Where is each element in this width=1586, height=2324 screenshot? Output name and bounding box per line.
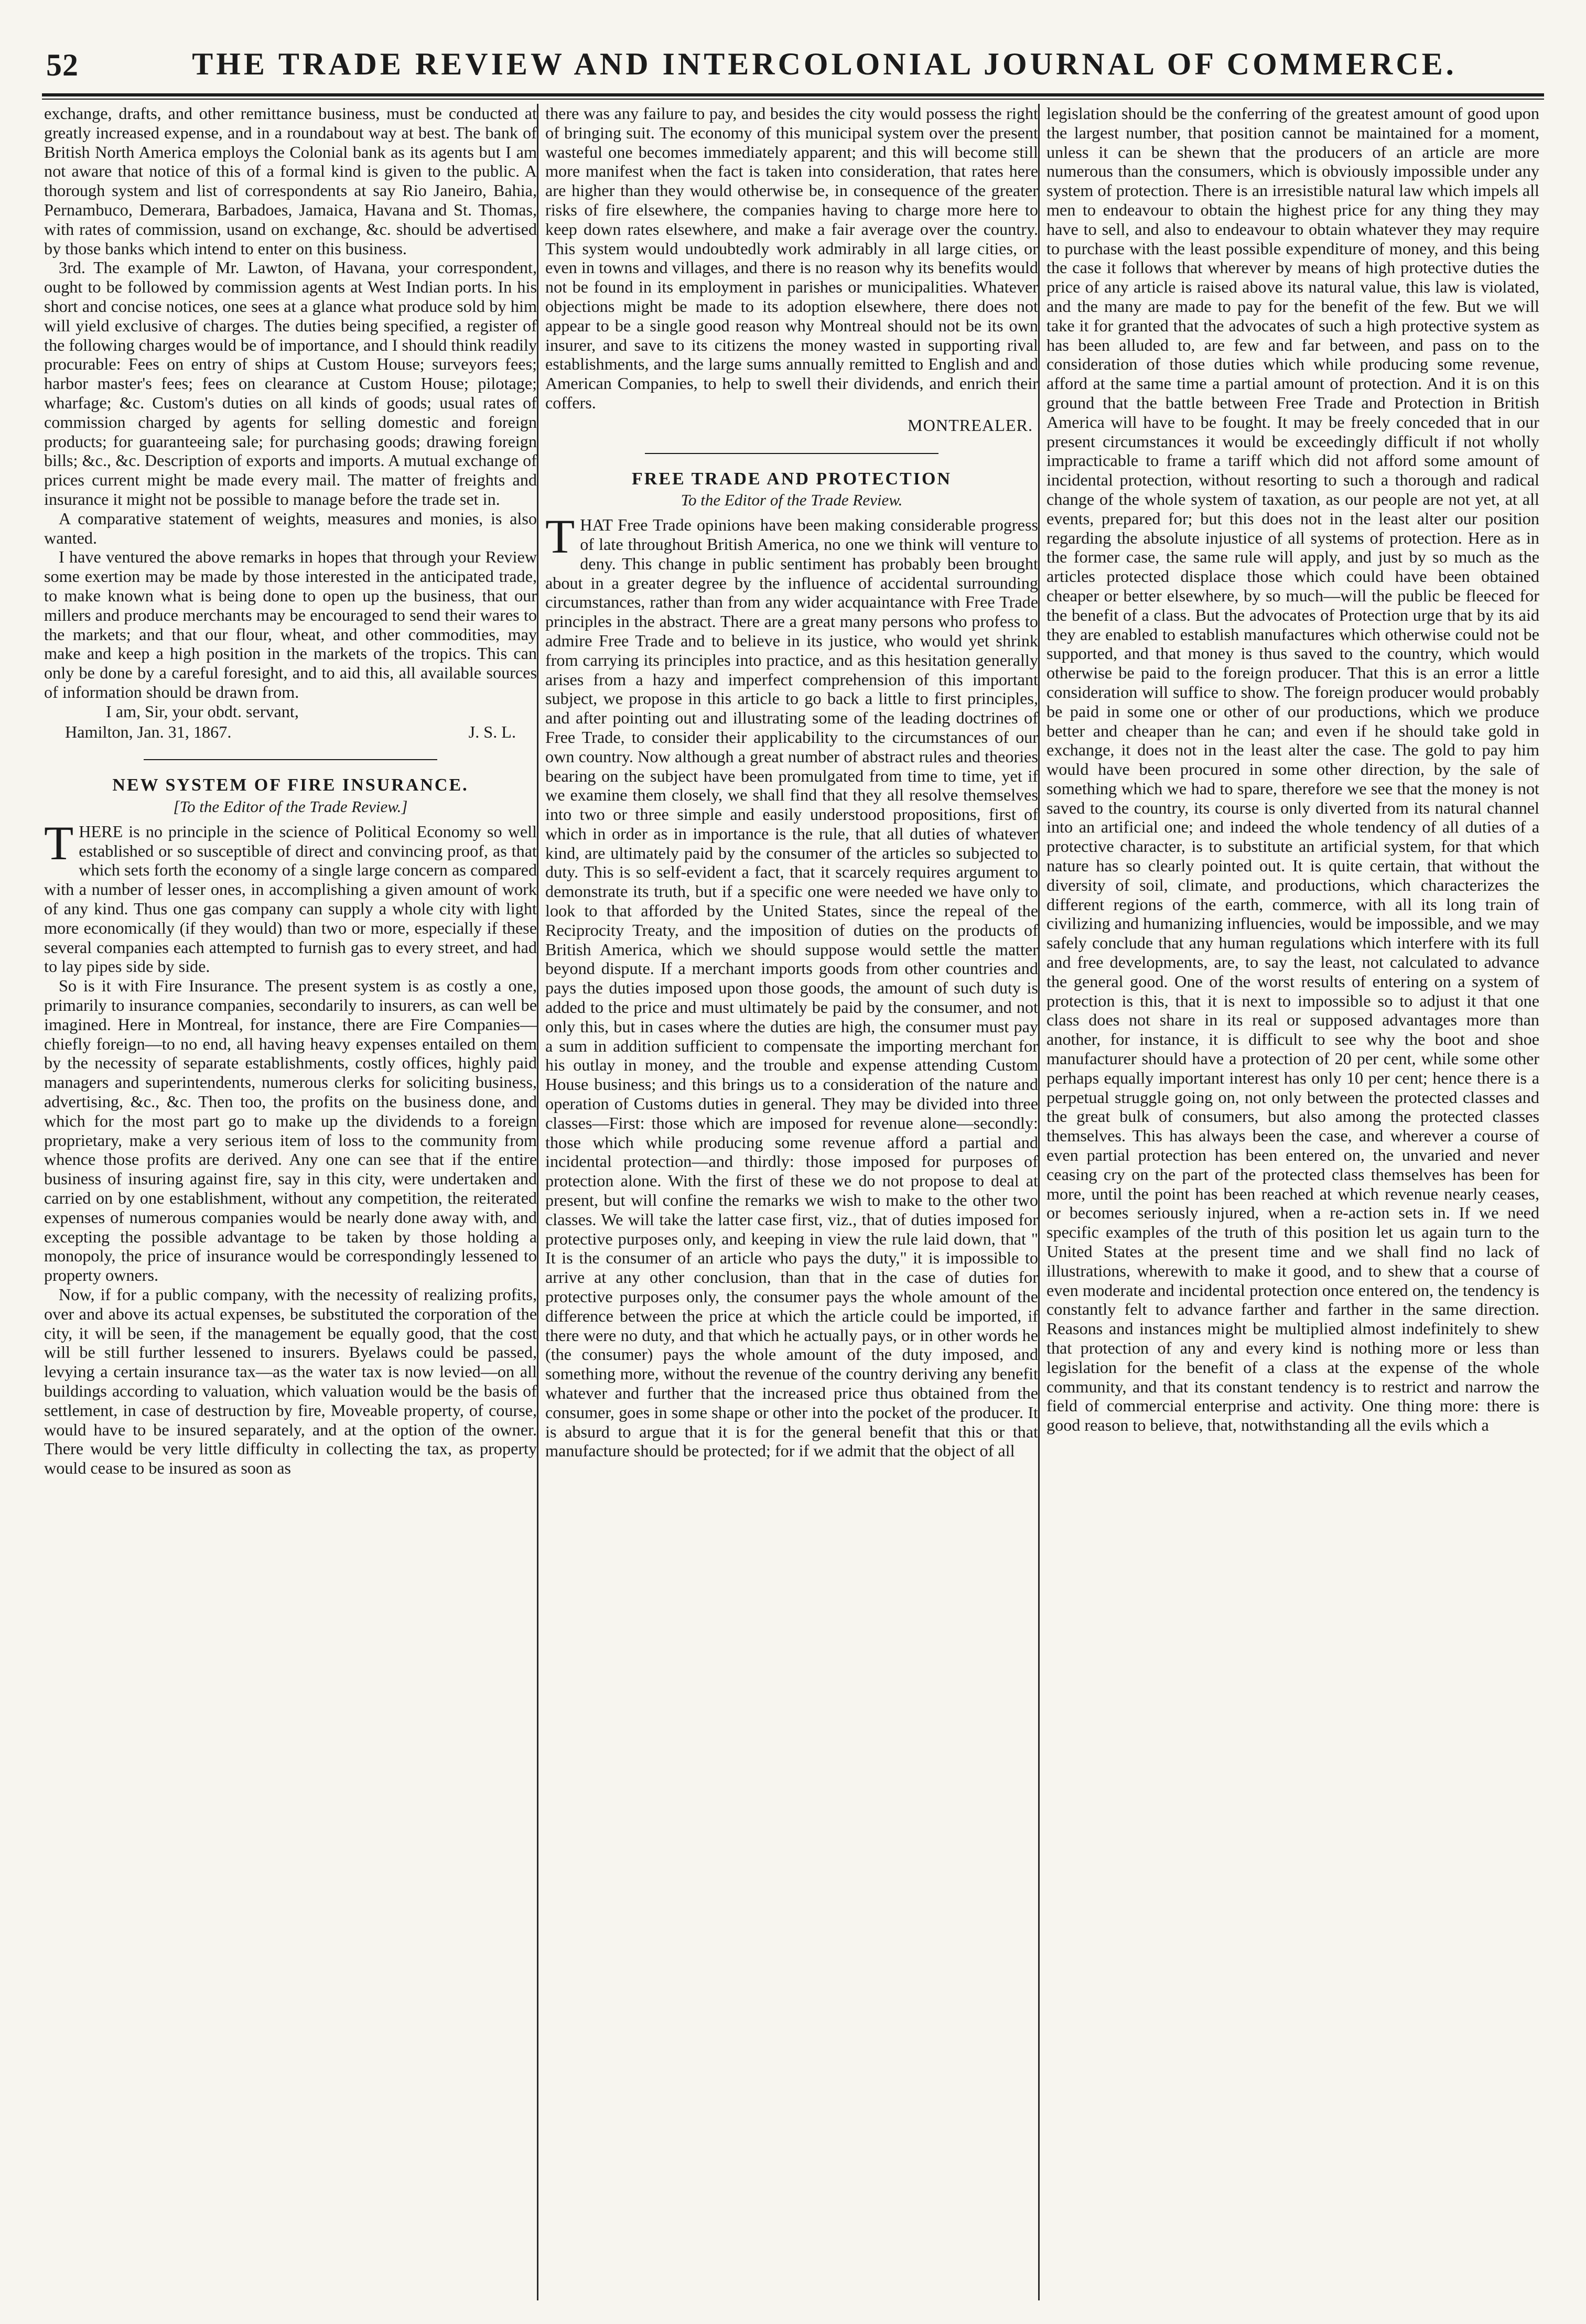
drop-cap: T [545,510,575,564]
column-2 [545,104,1038,2300]
letter-paragraph: A comparative statement of weights, measures and monies, is also wanted. [44,509,537,547]
article-subheading: To the Editor of the Trade Review. [681,491,903,510]
letter-initials: J. S. L. [468,722,516,741]
journal-title: THE TRADE REVIEW AND INTERCOLONIAL JOURNAL OF COMMERCE. [192,47,1457,81]
article-heading: FREE TRADE AND PROTECTION [632,469,952,489]
letter-signoff: I am, Sir, your obdt. servant, [106,701,299,721]
article-paragraph [44,816,537,976]
drop-cap: T [44,816,74,870]
column-divider [1038,104,1040,2300]
letter-dateline [44,722,537,742]
letter-paragraph: exchange, drafts, and other remittance business, must be conducted at greatly increased expense, and in a roundabout way at best. The bank of British North America employs the Colonial bank as its agents but I am not aware that notice of this of a formal kind is given to the public. A thorough system and list of correspondents at say Rio Janeiro, Bahia, Pernambuco, Demerara, Barbadoes, Jamaica, Havana and St. Thomas, with rates of commission, usand on exchange, &c. should be advertised by those banks which intend to enter on this business. [44,104,537,258]
letter-paragraph: I have ventured the above remarks in hopes that through your Review some exertion may be made by those interested in the anticipated trade, to make known what is being done to open up the business, that our millers and produce merchants may be encouraged to send their wares to the markets; and that our flour, wheat, and other commodities, may make and keep a high position in the markets of the tropics. This can only be done by a careful foresight, and to aid this, all available sources of information should be drawn from. [44,547,537,701]
article-signature: MONTREALER. [908,415,1033,435]
header-rule-thin [42,99,1544,100]
page-number: 52 [46,48,79,82]
article-paragraph: there was any failure to pay, and besides the city would possess the right of bringing suit. The economy of this municipal system over the present wasteful one becomes immediately apparent; and this will become still more manifest when the fact is taken into consideration, that rates here are higher than they would otherwise be, in consequence of the greater risks of fire elsewhere, the companies having to charge more here to keep down rates elsewhere, and make a fair average over the country. This system would undoubtedly work admirably in all large cities, or even in towns and villages, and there is no reason why its benefits would not be found in its employment in parishes or municipalities. Whatever objections might be made to its adoption elsewhere, there does not appear to be a single good reason why Montreal should not be its own insurer, and save to its citizens the money wasted in supporting rival establishments, and the large sums annually remitted to English and and American Companies, to help to swell their dividends, and enrich their coffers. [545,104,1038,412]
article-paragraph [545,510,1038,1461]
article-paragraph: Now, if for a public company, with the necessity of realizing profits, over and above its actual expenses, be substituted the corporation of the city, it will be seen, if the management be equally good, that the cost will be still further lessened to insurers. Byelaws could be passed, levying a certain insurance tax—as the water tax is now levied—on all buildings according to valuation, which valuation would be the basis of settlement, in case of destruction by fire, Moveable property, of course, would have to be insured separately, and at the option of the owner. There would be very little difficulty in collecting the tax, as property would cease to be insured as soon as [44,1285,537,1478]
letter-place-date: Hamilton, Jan. 31, 1867. [65,722,232,741]
header-rule [42,93,1544,96]
page-header [42,41,1544,88]
article-separator [144,759,437,760]
article-heading: NEW SYSTEM OF FIRE INSURANCE. [112,775,469,795]
article-paragraph: So is it with Fire Insurance. The present system is as costly a one, primarily to insurance companies, secondarily to insurers, as can well be imagined. Here in Montreal, for instance, there are Fire Companies—chiefly foreign—to no end, all having heavy expenses entailed on them by the necessity of separate establishments, costly offices, highly paid managers and superintendents, numerous clerks for soliciting business, advertising, &c., &c. Then too, the profits on the business done, and which for the most part go to make up the dividends to a foreign proprietary, make a very serious item of loss to the community from whence those profits are derived. Any one can see that if the entire business of insuring against fire, say in this city, were undertaken and carried on by one establishment, without any competition, the reiterated expenses of numerous companies would be nearly done away with, and excepting the possible advantage to be taken by those holding a monopoly, the price of insurance would be correspondingly lessened to property owners. [44,976,537,1285]
article-subheading: [To the Editor of the Trade Review.] [173,797,408,816]
column-divider [537,104,538,2300]
letter-paragraph: 3rd. The example of Mr. Lawton, of Havana, your correspondent, ought to be followed by commission agents at West Indian ports. In his short and concise notices, one sees at a glance what produce sold by him will yield exclusive of charges. The duties being specified, a register of the following charges would be of importance, and I should think readily procurable: Fees on entry of ships at Custom House; surveyors fees; harbor master's fees; fees on clearance at Custom House; pilotage; wharfage; &c. Custom's duties on all kinds of goods; usual rates of commission charged by agents for selling domestic and foreign products; for guaranteeing sale; for purchasing goods; drawing foreign bills; &c., &c. Description of exports and imports. A mutual exchange of prices current might be made every mail. The matter of freights and insurance it might not be possible to manage before the trade set in. [44,258,537,509]
article-paragraph-text: HERE is no principle in the science of Political Economy so well established or so susceptible of direct and convincing proof, as that which sets forth the economy of a single large concern as compared with a number of lesser ones, in accomplishing a given amount of work of any kind. Thus one gas company can supply a whole city with light more economically (if they would) than two or more, especially if these several companies each attempted to furnish gas to every street, and had to lay pipes side by side. [44,821,537,976]
column-1 [44,104,537,2300]
column-3 [1046,104,1539,2300]
article-paragraph: legislation should be the conferring of the greatest amount of good upon the largest number, that position cannot be maintained for a moment, unless it can be shewn that the producers of an article are more numerous than the consumers, which is obviously impossible under any system of protection. There is an irresistible natural law which impels all men to endeavour to obtain the highest price for any thing they may have to sell, and also to endeavour to obtain whatever they may require to purchase with the least possible expenditure of money, and this being the case it follows that wherever by means of high protective duties the price of any article is raised above its natural value, this law is violated, and the many are made to pay for the benefit of the few. But we will take it for granted that the advocates of such a high protective system as has been alluded to, are few and far between, and pass on to the consideration of those duties which while producing some revenue, afford at the same time a partial amount of protection. And it is on this ground that the battle between Free Trade and Protection in British America will have to be fought. It may be freely conceded that in our present circumstances it would be exceedingly difficult if not wholly impracticable to frame a tariff which did not afford some amount of incidental protection, without resorting to such a thorough and radical change of the whole system of taxation, as our people are not yet, at all events, prepared for; but this does not in the least alter our position regarding the absolute injustice of all systems of protection. Here as in the former case, the same rule will apply, and just by so much as the articles protected displace those which could have been obtained cheaper or better elsewhere, by so much—will the public be fleeced for the benefit of a class. But the advocates of Protection urge that by its aid they are enabled to establish manufactures which otherwise could not be supported, and that money is thus saved to the country, which would otherwise be paid to the foreign producer. That this is an error a little consideration will suffice to show. The foreign producer would probably be paid in some one or other of our productions, which we produce better and cheaper than he can; and even if he should take gold in exchange, it does not in the least alter the case. The gold to pay him would have been procured in some other direction, by the sale of something which we had to spare, therefore we see that the money is not saved to the country, its course is only diverted from its natural channel into an artificial one; and indeed the whole tendency of all duties of a protective character, is to substitute an artificial system, for that which nature has so clearly pointed out. It is quite certain, that without the diversity of soil, climate, and productions, which characterizes the different regions of the earth, commerce, with all its long train of civilizing and humanizing influencies, would be impossible, and we may safely conclude that any human regulations which interfere with its full and free developments, are, to say the least, not calculated to advance the general good. One of the worst results of entering on a system of protection is this, that it is next to impossible so to adjust it that one class does not share in its real or supposed advantages more than another, for instance, it is difficult to see why the boot and shoe manufacturer should have a protection of 20 per cent, while some other perhaps equally important interest has only 10 per cent; hence there is a perpetual struggle going on, not only between the protected classes and the great bulk of consumers, but also among the protected classes themselves. This has always been the case, and wherever a course of even partial protection has been entered on, the unvaried and never ceasing cry on the part of the protected class themselves has been for more, until the point has been reached at which revenue nearly ceases, or becomes seriously injured, when a re-action sets in. If we need specific examples of the truth of this position let us again turn to the United States at the present time and we shall find no lack of illustrations, wherewith to make it good, and to shew that a course of even moderate and incidental protection once entered on, the tendency is constantly felt to advance farther and farther in the same direction. Reasons and instances might be multiplied almost indefinitely to shew that protection of any and every kind is nothing more or less than legislation for the benefit of a class at the expense of the whole community, and that its constant tendency is to restrict and narrow the field of commercial enterprise and activity. One thing more: there is good reason to believe, that, notwithstanding all the evils which a [1046,104,1539,1435]
article-paragraph-text: HAT Free Trade opinions have been making considerable progress of late throughout British America, no one we think will venture to deny. This change in public sentiment has probably been brought about in a greater degree by the influence of accidental surrounding circumstances, rather than from any wider acquaintance with Free Trade principles in the abstract. There are a great many persons who profess to admire Free Trade and to believe in its justice, who would yet shrink from carrying its principles into practice, and as this hesitation generally arises from a hazy and imperfect comprehension of this important subject, we propose in this article to go back a little to first principles, and after pointing out and illustrating some of the leading doctrines of Free Trade, to consider their applicability to the circumstances of our own country. Now although a great number of abstract rules and theories bearing on the subject have been promulgated from time to time, yet if we examine them closely, we shall find that they all resolve themselves into two or three simple and easily understood propositions, first of which in order as in importance is the rule, that all duties of whatever kind, are ultimately paid by the consumer of the articles so subjected to duty. This is so self-evident a fact, that it scarcely requires argument to demonstrate its truth, but if a specific one were needed we have only to look to that afforded by the United States, since the repeal of the Reciprocity Treaty, and the imposition of duties on the products of British America, which we should suppose would settle the matter beyond dispute. If a merchant imports goods from other countries and pays the duties imposed upon those goods, the amount of such duty is added to the price and must ultimately be paid by the consumer, and not only this, but in cases where the duties are high, the consumer must pay a sum in addition sufficient to compensate the importing merchant for his outlay in money, and the trouble and expense attending Custom House business; and this brings us to a consideration of the nature and operation of Customs duties in general. They may be divided into three classes—First: those which are imposed for revenue alone—secondly: those which while producing some revenue afford a partial and incidental protection—and thirdly: those imposed for purposes of protection alone. With the first of these we do not propose to deal at present, but will confine the remarks we wish to make to the other two classes. We will take the latter case first, viz., that of duties imposed for protective purposes only, and keeping in view the rule laid down, that " It is the consumer of an article who pays the duty," it is impossible to arrive at any other conclusion, than that in the case of duties for protective purposes only, the consumer pays the whole amount of the difference between the price at which the article could be imported, if there were no duty, and that which he actually pays, or in other words he (the consumer) pays the whole amount of the duty imposed, and something more, without the revenue of the country deriving any benefit whatever and further that the increased price thus obtained from the consumer, goes in some shape or other into the pocket of the producer. It is absurd to argue that it is for the general benefit that this or that manufacture should be protected; for if we admit that the object of all [545,515,1038,1461]
article-separator [645,453,938,454]
